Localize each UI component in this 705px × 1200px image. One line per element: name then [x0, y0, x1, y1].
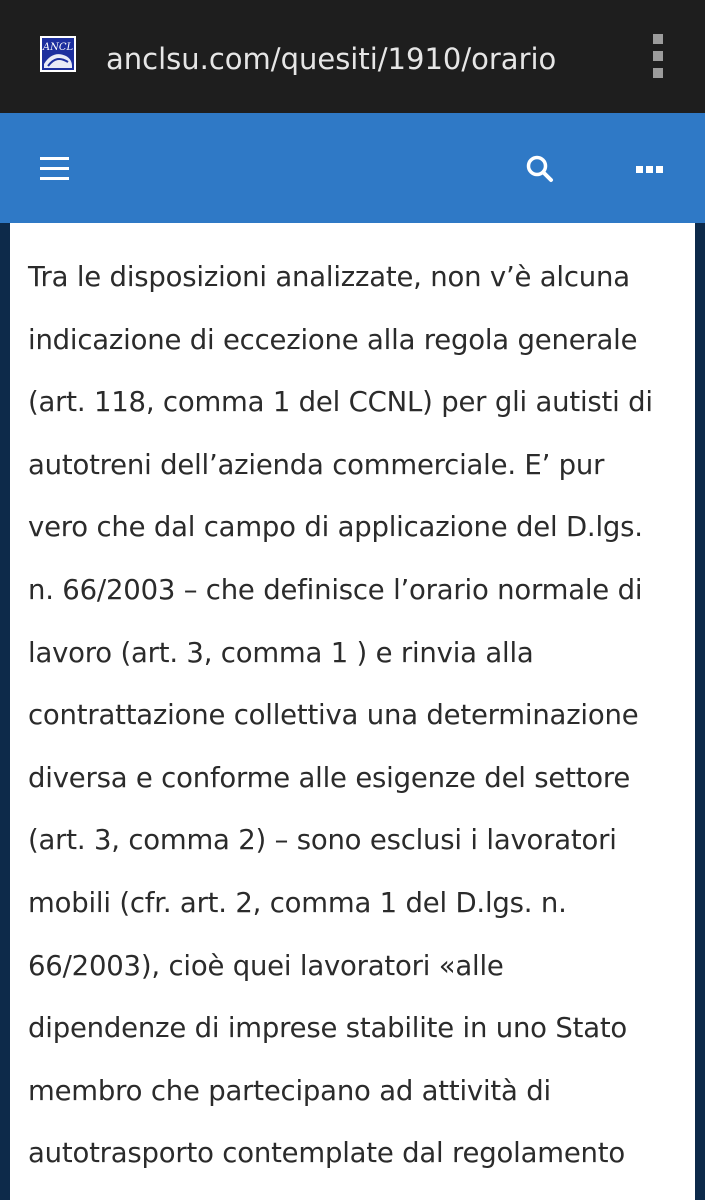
article-line: Tra le disposizioni analizzate, non v’è alcuna: [28, 261, 630, 293]
article-line: membro che partecipano ad attività di: [28, 1074, 551, 1107]
article-paragraph: [10, 223, 695, 1185]
article-line: (art. 118, comma 1 del CCNL) per gli autisti di: [28, 386, 653, 419]
url-field[interactable]: anclsu.com/quesiti/1910/orario: [106, 42, 557, 76]
article-line: diversa e conforme alle esigenze del settore: [28, 761, 631, 794]
search-icon[interactable]: [524, 153, 556, 185]
article-line: (art. 3, comma 2) – sono esclusi i lavoratori: [28, 824, 617, 857]
more-horizontal-icon[interactable]: [632, 163, 666, 175]
article-line: contrattazione collettiva una determinazione: [28, 699, 639, 732]
browser-address-bar: [0, 0, 705, 113]
site-favicon-icon: [40, 36, 76, 72]
hamburger-icon[interactable]: [40, 157, 69, 181]
article-line: autotreni dell’azienda commerciale. E’ pur: [28, 448, 605, 481]
article-line: autotrasporto contemplate dal regolamento: [28, 1137, 625, 1170]
article-line: indicazione di eccezione alla regola generale: [28, 323, 638, 356]
article-line: dipendenze di imprese stabilite in uno Stato: [28, 1012, 628, 1045]
browser-menu-icon[interactable]: [646, 34, 670, 78]
article-line: 66/2003), cioè quei lavoratori «alle: [28, 949, 504, 982]
article-line: n. 66/2003 – che definisce l’orario normale di: [28, 573, 643, 606]
favicon-label: ANCL: [42, 42, 74, 53]
site-header: [0, 113, 705, 223]
article-line: vero che dal campo di applicazione del D.lgs.: [28, 511, 643, 544]
article-line: lavoro (art. 3, comma 1 ) e rinvia alla: [28, 636, 534, 669]
article-content: [10, 223, 695, 1200]
article-line: mobili (cfr. art. 2, comma 1 del D.lgs. n.: [28, 886, 567, 919]
